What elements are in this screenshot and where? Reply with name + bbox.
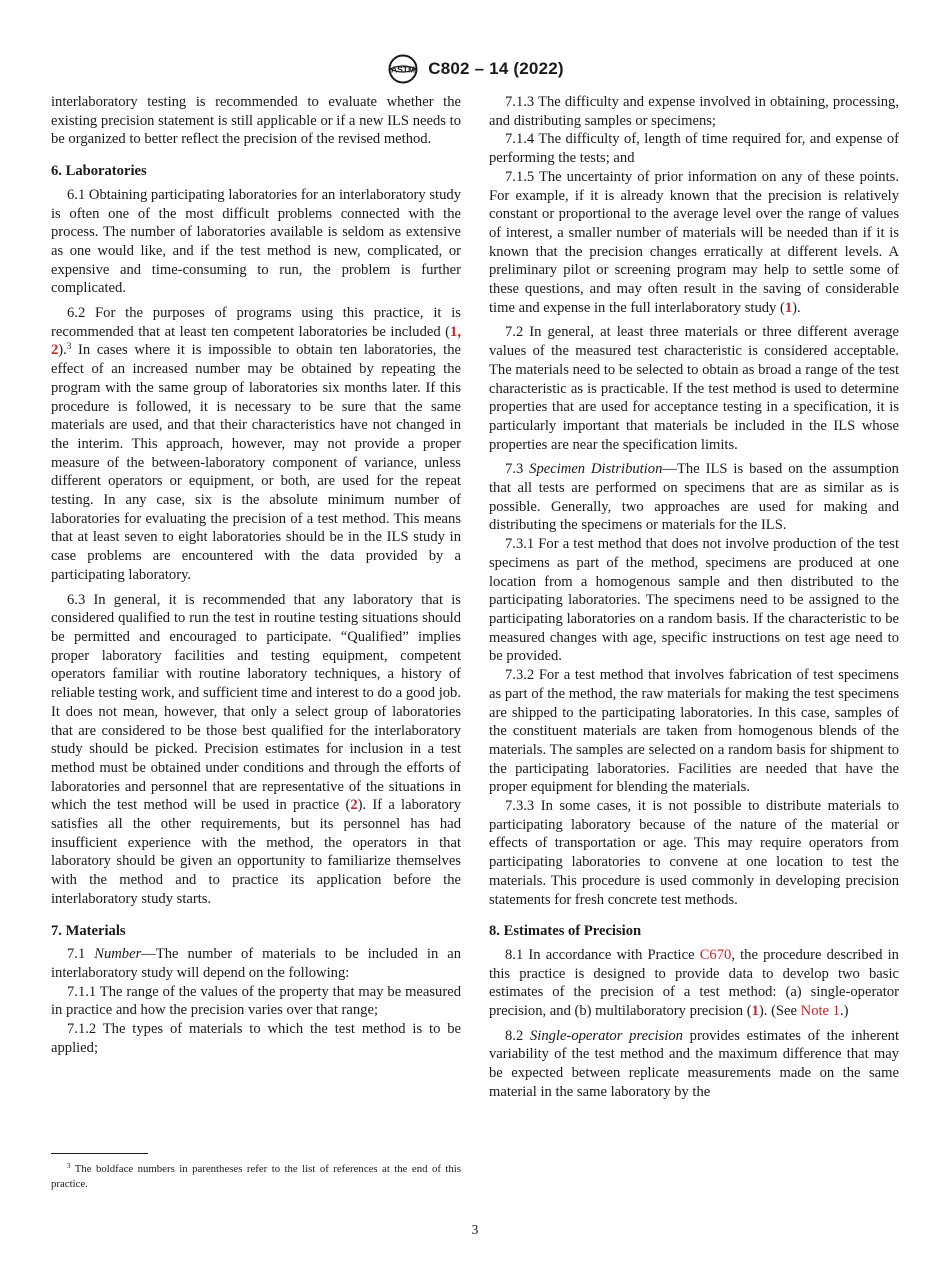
paragraph-8-1 [489,946,899,1021]
text-span: 6.2 For the purposes of programs using this practice, it is recommended that at least ten competent laboratories be included ( [51,305,461,340]
text-span: 7.1 [67,946,95,963]
text-span: —The ILS is based on the assumption that all tests are performed on specimens that are as similar as is possible. Generally, two approaches are used for making and distributing the specimens or materials for the ILS. [489,461,899,534]
link-c670[interactable]: C670 [699,946,732,963]
text-span: In cases where it is impossible to obtain ten laboratories, the effect of an increased number may be obtained by repeating the program with the same group of laboratories six months later. If this procedure is followed, it is necessary to be sure that the same materials are used, and that their characteristics have not changed in the interim. This approach, however, may not provide a proper measure of the between-laboratory component of variance, unless different operators or equipment, or both, are used for the repeat testing. In any case, six is the absolute minimum number of laboratories for evaluating the precision of a test method. This means that at least seven to eight laboratories should be in the ILS study in case problems are encountered with the data provided by a participating laboratory. [51,342,461,583]
reference-link-2[interactable]: 2 [350,797,358,814]
reference-link-1-2[interactable]: 1, 2 [51,323,461,359]
paragraph-7-3-1: 7.3.1 For a test method that does not involve production of the test specimens as part of the method, specimens are produced at one location from a homogenous sample and then distributed to the participating laboratories. The specimens need to be assigned to the participating laboratories on a random basis. If the characteristic to be measured changes with age, specific instructions on test age need to be provided. [489,536,899,665]
paragraph-7-1-1: 7.1.1 The range of the values of the property that may be measured in practice and how the precision varies over that range; [51,983,461,1019]
footnote-mark: 3 [67,1162,71,1170]
text-span: 7.3 [505,461,530,478]
footnote [51,1162,461,1192]
reference-link-1[interactable]: 1 [751,1003,759,1020]
paragraph-7-3 [489,460,899,535]
paragraph-6-1: 6.1 Obtaining participating laboratories for an interlaboratory study is often one of the most difficult problems connected with the process. The number of laboratories available is seldom as extensive as one would like, and if the test method is new, complicated, or expensive and time-consuming to run, the problem is further complicated. [51,186,461,297]
text-span: provides estimates of the inherent variability of the test method and the maximum difference that may be expected between replicate measurements made on the same material in the same laboratory by the [489,1027,899,1100]
standard-designation: C802 – 14 (2022) [428,59,564,78]
paragraph-intro: interlaboratory testing is recommended to evaluate whether the existing precision statement is still applicable or if a new ILS needs to be organized to better reflect the precision of the revised method. [51,94,461,148]
paragraph-7-3-3: 7.3.3 In some cases, it is not possible to distribute materials to participating laboratory because of the nature of the material or effects of transportation or age. This may require operators from participating laboratories to convene at one location to test the materials. This procedure is used commonly in developing precision statements for fresh concrete test methods. [489,798,899,908]
term-specimen-distribution: Specimen Distribution [529,461,663,478]
text-span: ). [58,342,67,359]
page-header [0,54,950,84]
left-column [51,93,461,1057]
page-number: 3 [471,1222,479,1237]
paragraph-6-2 [51,304,461,585]
text-span: 8.1 In accordance with Practice [505,946,700,963]
footnote-divider [51,1153,148,1154]
logo-text: ASTM [391,64,416,75]
text-span: ). If a laboratory satisfies all the other requirements, but its personnel has had insufficient experience with the method, the operators in that laboratory should be given an opportunity to familiarize themselves with the method and to practice its application before the interlaboratory study starts. [51,797,462,907]
paragraph-7-2: 7.2 In general, at least three materials or three different average values of the measured test characteristic is considered acceptable. The materials need to be selected to obtain as broad a range of the test characteristic as is practicable. If the test method is used to determine properties that are used for acceptance testing in a specification, it is particularly important that materials be included in the ILS whose properties are near the specification limits. [489,324,899,453]
paragraph-7-1-2: 7.1.2 The types of materials to which the test method is to be applied; [51,1021,461,1056]
term-number: Number [94,946,142,963]
heading-laboratories: 6. Laboratories [51,163,147,180]
text-span: .) [839,1003,849,1020]
text-span: ). [792,299,801,316]
footnote-marker[interactable]: 3 [66,341,72,352]
paragraph-8-2 [489,1027,899,1102]
paragraph-7-1 [51,945,461,982]
link-note-1[interactable]: Note 1 [800,1003,840,1020]
text-span: —The number of materials to be included in an interlaboratory study will depend on the following: [51,946,462,981]
term-single-operator-precision: Single-operator precision [529,1027,683,1044]
text-span: ). (See [758,1003,801,1020]
paragraph-7-3-2: 7.3.2 For a test method that involves fabrication of test specimens as part of the method, the raw materials for making the test specimens are shipped to the participating laboratories. In this case, samples of the constituent materials are taken from homogenous blends of the materials. The samples are selected on a random basis for shipment to the participating laboratories. Facilities are needed that have the proper equipment for blending the materials. [489,667,899,796]
footnote-text: The boldface numbers in parentheses refer to the list of references at the end of this practice. [51,1163,461,1190]
right-column [489,93,899,1102]
heading-estimates-of-precision: 8. Estimates of Precision [489,923,642,940]
text-span: 8.2 [505,1027,530,1044]
text-span: 7.1.5 The uncertainty of prior information on any of these points. For example, if it is already known that the precision is relatively constant or proportional to the average level over the range of values of interest, a smaller number of materials will be needed than if it is known that the precision changes erratically at different levels. A preliminary pilot or screening program may help to settle some of these questions, and may often result in the saving of considerable time and expense in the full interlaboratory study ( [489,168,899,316]
astm-logo-icon [386,54,420,84]
paragraph-7-1-3: 7.1.3 The difficulty and expense involved in obtaining, processing, and distributing samples or specimens; [489,94,899,129]
paragraph-7-1-5 [489,168,899,318]
text-span: 6.3 In general, it is recommended that any laboratory that is considered qualified to run the test in routine testing situations should be permitted and encouraged to participate. “Qualified” implies proper laboratory facilities and testing equipment, competent operators familiar with routine laboratory techniques, a history of reliable testing work, and sufficient time and interest to do a good job. It does not mean, however, that only a select group of laboratories that are considered to be those best qualified for the interlaboratory study should be picked. Precision estimates for inclusion in a test method must be obtained under conditions and through the efforts of laboratories and personnel that are representative of the situations in which the test method will be used in practice ( [51,591,461,814]
text-span: , the procedure described in this practice is designed to provide data to develop two basic estimates of the precision of a test method: (a) single-operator precision, and (b) multilaboratory precision ( [489,946,899,1020]
paragraph-6-3 [51,591,461,909]
heading-materials: 7. Materials [51,922,126,939]
reference-link-1[interactable]: 1 [784,299,793,316]
paragraph-7-1-4: 7.1.4 The difficulty of, length of time required for, and expense of performing the tests; and [489,131,899,167]
